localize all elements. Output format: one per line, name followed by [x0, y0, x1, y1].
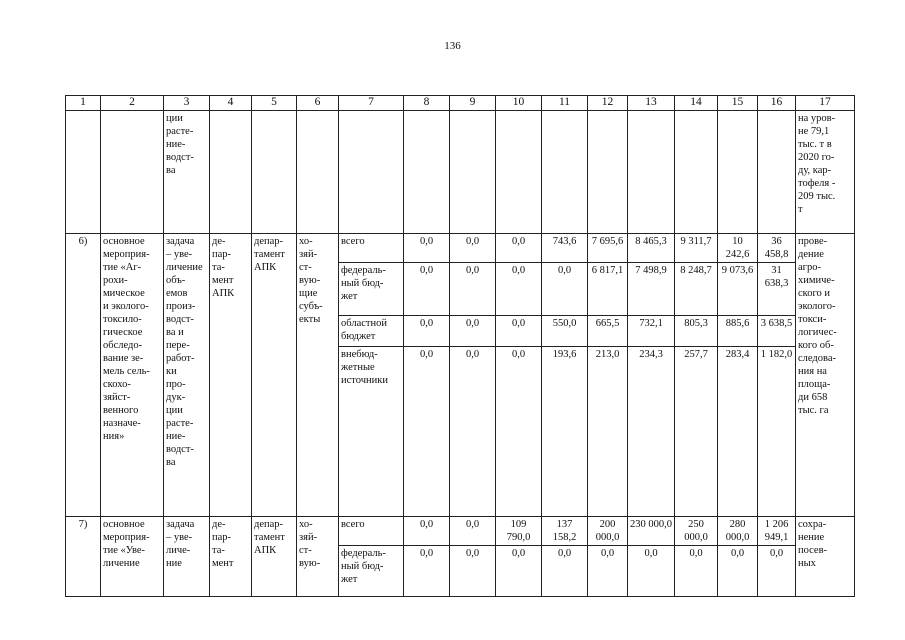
header-cell: 13	[628, 96, 675, 111]
task-cell: ции расте- ние- водст- ва	[164, 111, 210, 234]
value-cell: 0,0	[450, 263, 496, 316]
table-cell	[496, 111, 542, 234]
value-cell: 0,0	[675, 546, 718, 597]
value-cell: 0,0	[404, 517, 450, 546]
table-cell	[542, 111, 588, 234]
value-cell: 0,0	[496, 546, 542, 597]
table-row	[66, 234, 855, 263]
value-cell: 0,0	[450, 316, 496, 347]
source-label: всего	[339, 234, 404, 263]
value-cell: 805,3	[675, 316, 718, 347]
table-cell	[101, 111, 164, 234]
header-cell: 7	[339, 96, 404, 111]
value-cell: 743,6	[542, 234, 588, 263]
value-cell: 0,0	[450, 234, 496, 263]
value-cell: 0,0	[588, 546, 628, 597]
value-cell: 0,0	[404, 316, 450, 347]
value-cell: 193,6	[542, 347, 588, 517]
value-cell: 3 638,5	[758, 316, 796, 347]
value-cell: 8 465,3	[628, 234, 675, 263]
header-cell: 17	[796, 96, 855, 111]
value-cell: 234,3	[628, 347, 675, 517]
participants-cell: хо- зяй- ст- вую- щие субъ- екты	[297, 234, 339, 517]
value-cell: 31 638,3	[758, 263, 796, 316]
value-cell: 10 242,6	[718, 234, 758, 263]
source-label: областной бюджет	[339, 316, 404, 347]
activity-name: основное мероприя- тие «Уве- личение	[101, 517, 164, 597]
table-cell	[297, 111, 339, 234]
page-number: 136	[444, 40, 461, 52]
header-row	[66, 96, 855, 111]
executor-cell: депар- тамент АПК	[252, 234, 297, 517]
activity-name: основное мероприя- тие «Аг- рохи- мическое и эколого- токсило- гическое обследо- вание зе- мель сель- скохо- зяйст- венного назначе- ния»	[101, 234, 164, 517]
coordinator-cell: де- пар- та- мент	[210, 517, 252, 597]
table-cell	[628, 111, 675, 234]
value-cell: 1 182,0	[758, 347, 796, 517]
table-cell	[210, 111, 252, 234]
header-cell: 15	[718, 96, 758, 111]
source-label: всего	[339, 517, 404, 546]
header-cell: 2	[101, 96, 164, 111]
header-cell: 16	[758, 96, 796, 111]
result-cell: на уров- не 79,1 тыс. т в 2020 го- ду, кар- тофеля - 209 тыс. т	[796, 111, 855, 234]
program-table	[65, 95, 855, 597]
value-cell: 6 817,1	[588, 263, 628, 316]
value-cell: 0,0	[628, 546, 675, 597]
value-cell: 1 206 949,1	[758, 517, 796, 546]
value-cell: 0,0	[450, 546, 496, 597]
value-cell: 0,0	[542, 263, 588, 316]
value-cell: 0,0	[404, 234, 450, 263]
value-cell: 200 000,0	[588, 517, 628, 546]
value-cell: 732,1	[628, 316, 675, 347]
value-cell: 109 790,0	[496, 517, 542, 546]
value-cell: 257,7	[675, 347, 718, 517]
header-cell: 8	[404, 96, 450, 111]
table-row	[66, 517, 855, 546]
value-cell: 665,5	[588, 316, 628, 347]
header-cell: 4	[210, 96, 252, 111]
table-cell	[718, 111, 758, 234]
value-cell: 9 311,7	[675, 234, 718, 263]
row-number: 6)	[66, 234, 101, 517]
header-cell: 12	[588, 96, 628, 111]
value-cell: 0,0	[496, 347, 542, 517]
header-cell: 6	[297, 96, 339, 111]
table-cell	[588, 111, 628, 234]
result-cell: прове- дение агро- химиче- ского и эколого- токси- логичес- кого об- следова- ния на площа- ди 658 тыс. га	[796, 234, 855, 517]
table-cell	[758, 111, 796, 234]
table-cell	[252, 111, 297, 234]
value-cell: 137 158,2	[542, 517, 588, 546]
header-cell: 14	[675, 96, 718, 111]
source-label: внебюд- жетные источники	[339, 347, 404, 517]
value-cell: 250 000,0	[675, 517, 718, 546]
value-cell: 0,0	[404, 263, 450, 316]
value-cell: 0,0	[496, 316, 542, 347]
value-cell: 280 000,0	[718, 517, 758, 546]
source-label: федераль- ный бюд- жет	[339, 546, 404, 597]
value-cell: 550,0	[542, 316, 588, 347]
value-cell: 7 695,6	[588, 234, 628, 263]
header-cell: 3	[164, 96, 210, 111]
participants-cell: хо- зяй- ст- вую-	[297, 517, 339, 597]
header-cell: 1	[66, 96, 101, 111]
task-cell: задача – уве- личение объ- емов произ- водст- ва и пере- работ- ки про- дук- ции расте- ние- водст- ва	[164, 234, 210, 517]
value-cell: 36 458,8	[758, 234, 796, 263]
row-number: 7)	[66, 517, 101, 597]
table-cell	[675, 111, 718, 234]
value-cell: 885,6	[718, 316, 758, 347]
table-cell	[66, 111, 101, 234]
value-cell: 7 498,9	[628, 263, 675, 316]
value-cell: 0,0	[404, 347, 450, 517]
value-cell: 213,0	[588, 347, 628, 517]
header-cell: 9	[450, 96, 496, 111]
value-cell: 230 000,0	[628, 517, 675, 546]
value-cell: 0,0	[496, 234, 542, 263]
value-cell: 0,0	[450, 517, 496, 546]
value-cell: 0,0	[450, 347, 496, 517]
header-cell: 10	[496, 96, 542, 111]
value-cell: 0,0	[718, 546, 758, 597]
value-cell: 8 248,7	[675, 263, 718, 316]
task-cell: задача – уве- личе- ние	[164, 517, 210, 597]
table-cell	[339, 111, 404, 234]
table-cell	[450, 111, 496, 234]
value-cell: 0,0	[542, 546, 588, 597]
value-cell: 9 073,6	[718, 263, 758, 316]
table-cell	[404, 111, 450, 234]
source-label: федераль- ный бюд- жет	[339, 263, 404, 316]
header-cell: 11	[542, 96, 588, 111]
value-cell: 0,0	[496, 263, 542, 316]
value-cell: 0,0	[758, 546, 796, 597]
header-cell: 5	[252, 96, 297, 111]
coordinator-cell: де- пар- та- мент АПК	[210, 234, 252, 517]
result-cell: сохра- нение посев- ных	[796, 517, 855, 597]
value-cell: 0,0	[404, 546, 450, 597]
continuation-row	[66, 111, 855, 234]
value-cell: 283,4	[718, 347, 758, 517]
executor-cell: депар- тамент АПК	[252, 517, 297, 597]
